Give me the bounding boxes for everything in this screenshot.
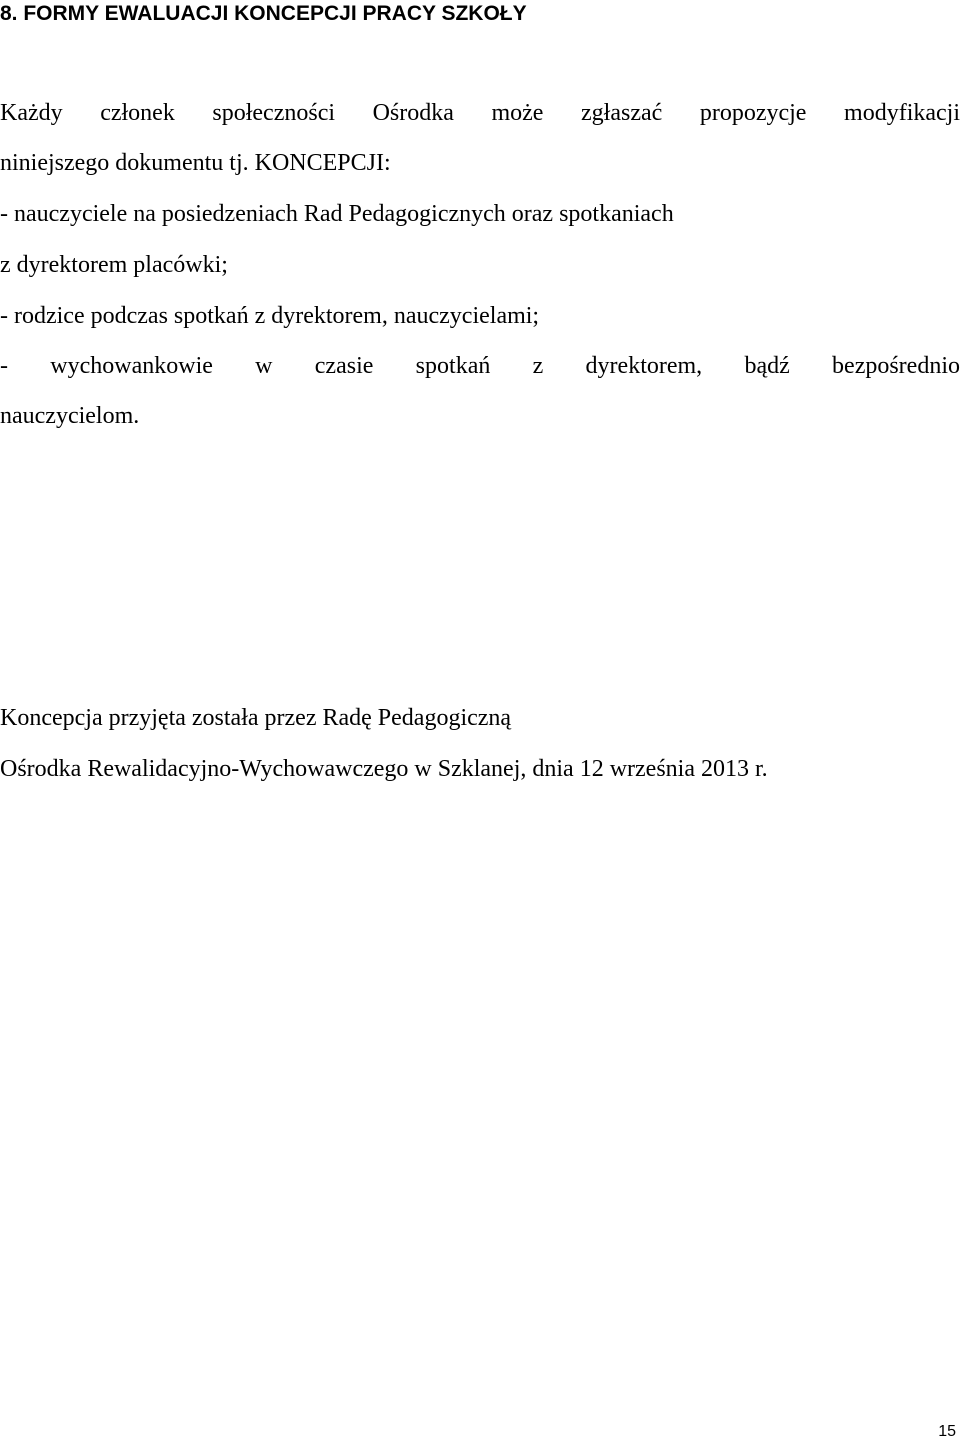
- list-item-parents: - rodzice podczas spotkań z dyrektorem, nauczycielami;: [0, 303, 540, 329]
- list-item-pupils-continued: nauczycielom.: [0, 403, 140, 429]
- approval-line-1: Koncepcja przyjęta została przez Radę Pedagogiczną: [0, 705, 512, 731]
- list-item-pupils: - wychowankowie w czasie spotkań z dyrektorem, bądź bezpośrednio: [0, 353, 960, 379]
- section-heading: 8. FORMY EWALUACJI KONCEPCJI PRACY SZKOŁY: [0, 2, 527, 25]
- approval-line-2: Ośrodka Rewalidacyjno-Wychowawczego w Szklanej, dnia 12 września 2013 r.: [0, 756, 768, 782]
- list-item-teachers-continued: z dyrektorem placówki;: [0, 252, 228, 278]
- paragraph-line-2: niniejszego dokumentu tj. KONCEPCJI:: [0, 150, 391, 176]
- paragraph-line-1: Każdy członek społeczności Ośrodka może zgłaszać propozycje modyfikacji: [0, 100, 960, 126]
- page-number: 15: [938, 1423, 956, 1440]
- list-item-teachers: - nauczyciele na posiedzeniach Rad Pedagogicznych oraz spotkaniach: [0, 201, 674, 227]
